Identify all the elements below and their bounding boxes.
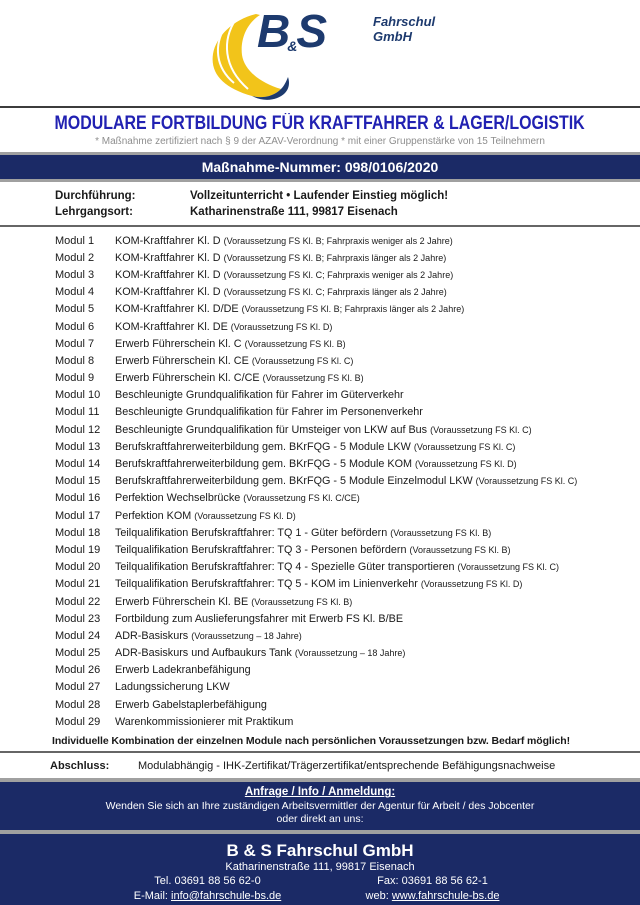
module-description (115, 596, 352, 608)
module-title-text: Erwerb Führerschein Kl. C (115, 337, 242, 350)
module-prerequisite: (Voraussetzung FS Kl. B; Fahrpraxis länger als 2 Jahre) (241, 304, 465, 315)
module-row (0, 335, 640, 352)
module-row (0, 249, 640, 266)
module-title-text: Erwerb Führerschein Kl. CE (115, 354, 249, 367)
module-number: Modul 8 (55, 354, 95, 367)
module-title-text: Fortbildung zum Auslieferungsfahrer mit Erwerb FS Kl. B/BE (115, 612, 404, 625)
module-prerequisite: (Voraussetzung FS Kl. C) (413, 441, 516, 452)
module-prerequisite: (Voraussetzung FS Kl. C/CE) (243, 493, 360, 504)
footer-web-cell (320, 889, 545, 904)
website-link[interactable]: www.fahrschule-bs.de (391, 890, 500, 903)
module-row (0, 662, 640, 679)
module-description (115, 492, 360, 504)
footer-telephone: Tel. 03691 88 56 62-0 (154, 875, 261, 888)
logo-name-line2: GmbH (373, 29, 412, 44)
module-row (0, 232, 640, 249)
module-number: Modul 11 (55, 406, 100, 419)
module-prerequisite: (Voraussetzung FS Kl. B) (251, 596, 353, 607)
module-prerequisite: (Voraussetzung FS Kl. B; Fahrpraxis weniger als 2 Jahre) (223, 235, 453, 246)
footer-address: Katharinenstraße 111, 99817 Eisenach (225, 861, 415, 874)
module-row (0, 318, 640, 335)
footer-email-cell (95, 889, 320, 904)
module-title-text: Perfektion Wechselbrücke (115, 492, 241, 505)
module-row (0, 421, 640, 438)
module-title-text: Perfektion KOM (115, 509, 192, 522)
module-title-text: KOM-Kraftfahrer Kl. DE (115, 320, 228, 333)
abschluss-value: Modulabhängig - IHK-Zertifikat/Trägerzertifikat/entsprechende Befähigungsnachweise (138, 759, 556, 772)
module-prerequisite: (Voraussetzung – 18 Jahre) (191, 630, 302, 641)
module-title-text: Berufskraftfahrerweiterbildung gem. BKrFQG - 5 Module KOM (115, 458, 413, 471)
module-number: Modul 6 (55, 320, 95, 333)
module-number: Modul 25 (55, 647, 101, 660)
footer (0, 834, 640, 905)
durchfuehrung-value: Vollzeitunterricht • Laufender Einstieg möglich! (190, 190, 449, 202)
module-row (0, 713, 640, 730)
module-row (0, 284, 640, 301)
module-prerequisite: (Voraussetzung FS Kl. B) (390, 527, 492, 538)
module-description (115, 613, 403, 625)
module-row (0, 301, 640, 318)
module-row (0, 266, 640, 283)
module-description (115, 699, 267, 711)
module-description (115, 252, 446, 264)
lehrgangsort-label: Lehrgangsort: (55, 206, 133, 218)
module-prerequisite: (Voraussetzung FS Kl. B) (262, 373, 364, 384)
module-number: Modul 26 (55, 664, 101, 677)
module-title-text: KOM-Kraftfahrer Kl. D/DE (115, 303, 239, 316)
module-description (115, 510, 296, 522)
module-title-text: Beschleunigte Grundqualifikation für Umsteiger von LKW auf Bus (115, 423, 428, 436)
module-description (115, 681, 230, 693)
footer-web-label: web: (365, 890, 392, 903)
durchfuehrung-row (0, 188, 640, 204)
module-title-text: Erwerb Führerschein Kl. C/CE (115, 372, 260, 385)
module-prerequisite: (Voraussetzung FS Kl. D) (415, 459, 517, 470)
massnahme-number-text: Maßnahme-Nummer: 098/0106/2020 (201, 159, 439, 175)
module-description (115, 286, 447, 298)
module-number: Modul 17 (55, 509, 101, 522)
module-description (115, 527, 491, 539)
logo-letter-b: B (257, 5, 289, 57)
module-row (0, 679, 640, 696)
module-title-text: Warenkommissionierer mit Praktikum (115, 715, 294, 728)
module-list (0, 227, 640, 730)
module-description (115, 303, 464, 315)
module-number: Modul 4 (55, 286, 95, 299)
module-title-text: Teilqualifikation Berufskraftfahrer: TQ 3 - Personen befördern (115, 543, 407, 556)
module-row (0, 593, 640, 610)
module-description (115, 630, 302, 642)
module-number: Modul 14 (55, 458, 101, 471)
module-description (115, 475, 577, 487)
module-number: Modul 9 (55, 372, 95, 385)
module-description (115, 321, 332, 333)
module-description (115, 561, 559, 573)
module-number: Modul 27 (55, 681, 101, 694)
module-title-text: Erwerb Ladekranbefähigung (115, 664, 251, 677)
module-row (0, 576, 640, 593)
module-prerequisite: (Voraussetzung FS Kl. D) (194, 510, 296, 521)
module-description (115, 458, 517, 470)
module-number: Modul 21 (55, 578, 101, 591)
module-description (115, 235, 453, 247)
module-title-text: ADR-Basiskurs (115, 629, 189, 642)
durchfuehrung-label: Durchführung: (55, 190, 136, 202)
module-number: Modul 3 (55, 268, 95, 281)
module-number: Modul 2 (55, 251, 95, 264)
module-prerequisite: (Voraussetzung – 18 Jahre) (294, 648, 406, 659)
course-info-block (0, 182, 640, 225)
logo-ampersand: & (287, 38, 298, 54)
module-number: Modul 22 (55, 595, 101, 608)
module-title-text: Beschleunigte Grundqualifikation für Fahrer im Personenverkehr (115, 406, 423, 419)
module-title-text: Berufskraftfahrerweiterbildung gem. BKrFQG - 5 Module LKW (115, 440, 411, 453)
abschluss-row (0, 753, 640, 778)
module-title-text: KOM-Kraftfahrer Kl. D (115, 268, 221, 281)
module-description (115, 269, 453, 281)
module-row (0, 696, 640, 713)
module-title-text: Teilqualifikation Berufskraftfahrer: TQ 5 - KOM im Linienverkehr (115, 578, 418, 591)
module-prerequisite: (Voraussetzung FS Kl. C) (457, 562, 560, 573)
module-row (0, 610, 640, 627)
module-number: Modul 18 (55, 526, 101, 539)
module-number: Modul 24 (55, 629, 101, 642)
module-title-text: ADR-Basiskurs und Aufbaukurs Tank (115, 647, 292, 660)
combination-note: Individuelle Kombination der einzelnen Module nach persönlichen Voraussetzungen bzw. Bedarf möglich! (52, 734, 570, 747)
module-title-text: KOM-Kraftfahrer Kl. D (115, 251, 221, 264)
footer-phone-row (0, 874, 640, 889)
module-row (0, 559, 640, 576)
module-prerequisite: (Voraussetzung FS Kl. B) (244, 338, 346, 349)
footer-links-row (0, 889, 640, 904)
module-title-text: Beschleunigte Grundqualifikation für Fahrer im Güterverkehr (115, 389, 404, 402)
logo-company-name (373, 14, 435, 44)
module-row (0, 352, 640, 369)
page-title: MODULARE FORTBILDUNG FÜR KRAFTFAHRER & LAGER/LOGISTIK (54, 113, 586, 134)
module-description (115, 355, 353, 367)
module-prerequisite: (Voraussetzung FS Kl. C; Fahrpraxis weniger als 2 Jahre) (223, 269, 454, 280)
module-prerequisite: (Voraussetzung FS Kl. C) (475, 476, 578, 487)
module-row (0, 627, 640, 644)
module-number: Modul 1 (55, 234, 95, 247)
module-prerequisite: (Voraussetzung FS Kl. C) (430, 424, 532, 435)
page-subtitle: * Maßnahme zertifiziert nach § 9 der AZAV-Verordnung * mit einer Gruppenstärke von 15 Teilnehmern (95, 136, 545, 147)
module-description (115, 406, 423, 418)
module-row (0, 473, 640, 490)
logo-name-line1: Fahrschul (373, 14, 436, 29)
module-number: Modul 19 (55, 543, 101, 556)
module-row (0, 455, 640, 472)
module-title-text: KOM-Kraftfahrer Kl. D (115, 234, 221, 247)
module-description (115, 578, 522, 590)
module-prerequisite: (Voraussetzung FS Kl. C; Fahrpraxis länger als 2 Jahre) (223, 287, 447, 298)
module-row (0, 490, 640, 507)
lehrgangsort-value: Katharinenstraße 111, 99817 Eisenach (190, 206, 398, 218)
footer-fax: Fax: 03691 88 56 62-1 (377, 875, 488, 888)
module-title-text: Erwerb Führerschein Kl. BE (115, 595, 249, 608)
module-row (0, 507, 640, 524)
module-description (115, 716, 293, 728)
contact-banner-heading: Anfrage / Info / Anmeldung: (244, 786, 396, 799)
module-description (115, 389, 404, 401)
massnahme-number-bar (0, 152, 640, 182)
module-description (115, 424, 532, 436)
module-number: Modul 23 (55, 612, 101, 625)
footer-company-name: B & S Fahrschul GmbH (226, 841, 414, 861)
module-title-text: Teilqualifikation Berufskraftfahrer: TQ 4 - Spezielle Güter transportieren (115, 561, 455, 574)
module-number: Modul 12 (55, 423, 101, 436)
module-number: Modul 20 (55, 561, 101, 574)
module-description (115, 544, 511, 556)
module-prerequisite: (Voraussetzung FS Kl. B; Fahrpraxis länger als 2 Jahre) (223, 252, 447, 263)
module-number: Modul 10 (55, 389, 101, 402)
module-description (115, 664, 251, 676)
module-prerequisite: (Voraussetzung FS Kl. D) (230, 321, 333, 332)
module-number: Modul 29 (55, 715, 101, 728)
module-number: Modul 28 (55, 698, 101, 711)
company-logo (195, 0, 445, 104)
title-block (0, 106, 640, 152)
module-number: Modul 16 (55, 492, 101, 505)
abschluss-label: Abschluss: (50, 759, 110, 772)
email-link[interactable]: info@fahrschule-bs.de (171, 890, 282, 903)
footer-email-label: E-Mail: (133, 890, 172, 903)
logo-area (0, 0, 640, 106)
module-number: Modul 5 (55, 303, 95, 316)
module-title-text: Ladungssicherung LKW (115, 681, 230, 694)
lehrgangsort-row (0, 204, 640, 220)
module-row (0, 370, 640, 387)
module-title-text: Berufskraftfahrerweiterbildung gem. BKrFQG - 5 Module Einzelmodul LKW (115, 475, 473, 488)
module-title-text: Teilqualifikation Berufskraftfahrer: TQ 1 - Güter befördern (115, 526, 388, 539)
module-row (0, 387, 640, 404)
module-description (115, 441, 515, 453)
module-description (115, 647, 405, 659)
module-number: Modul 15 (55, 475, 101, 488)
module-row (0, 541, 640, 558)
logo-bs-letters (257, 6, 325, 67)
contact-banner (0, 782, 640, 830)
module-number: Modul 7 (55, 337, 95, 350)
module-number: Modul 13 (55, 440, 101, 453)
module-description (115, 338, 346, 350)
module-prerequisite: (Voraussetzung FS Kl. B) (409, 544, 511, 555)
contact-banner-line1: Wenden Sie sich an Ihre zuständigen Arbeitsvermittler der Agentur für Arbeit / des Jobcenter (105, 800, 535, 813)
module-row (0, 645, 640, 662)
module-title-text: Erwerb Gabelstaplerbefähigung (115, 698, 267, 711)
module-title-text: KOM-Kraftfahrer Kl. D (115, 286, 221, 299)
contact-banner-line2: oder direkt an uns: (276, 813, 364, 826)
module-row (0, 404, 640, 421)
module-row (0, 438, 640, 455)
module-row (0, 524, 640, 541)
module-description (115, 372, 364, 384)
combination-note-row (0, 730, 640, 751)
module-prerequisite: (Voraussetzung FS Kl. C) (251, 355, 354, 366)
logo-letter-s: S (296, 5, 326, 57)
module-prerequisite: (Voraussetzung FS Kl. D) (420, 579, 523, 590)
